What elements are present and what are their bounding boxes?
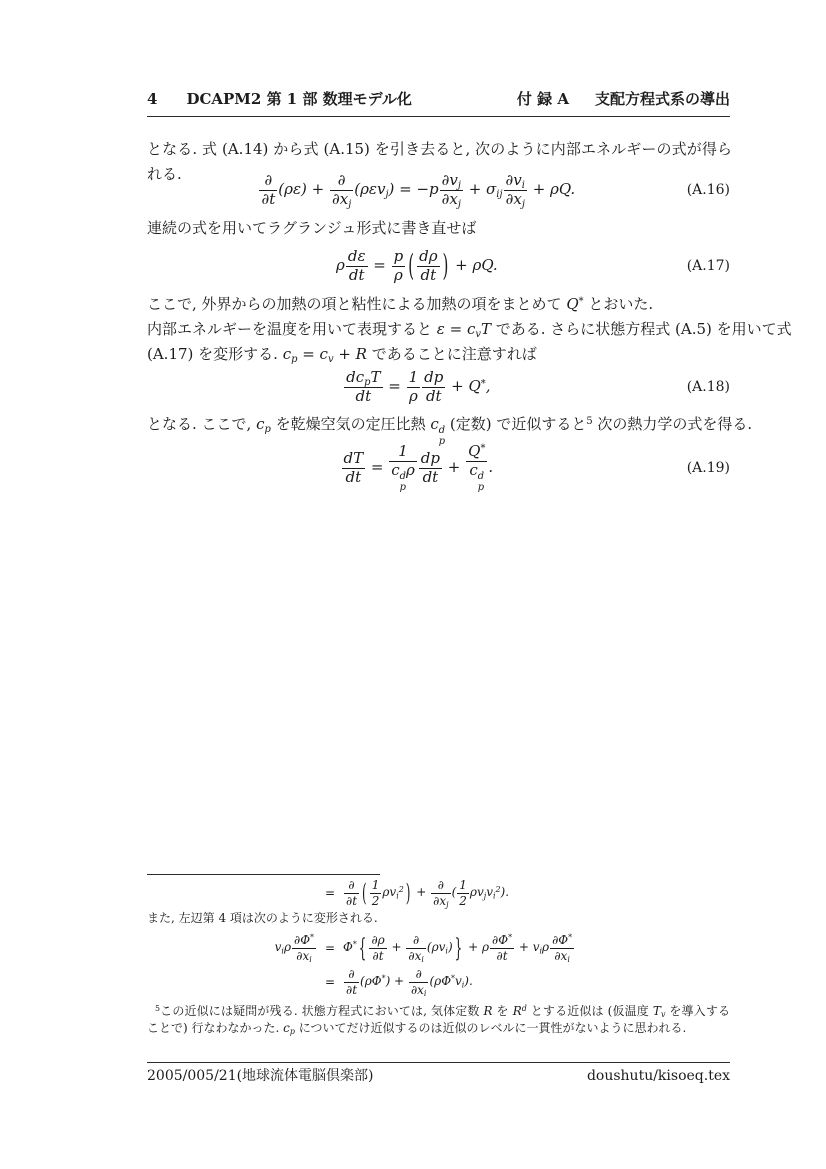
footnote-eq1-relation: = [324, 941, 336, 955]
footnote-text-also: また, 左辺第 4 項は次のように変形される. [147, 911, 378, 925]
header-right [517, 90, 730, 108]
footnote-rule [147, 874, 380, 875]
footnote-cont-rhs: $\frac{\partial}{\partial t}$ ( $\frac{1}{2}$ $\rho v_i^2$ ) + $\frac{\partial}{\partial x_j}$ ( $\frac{1}{2}$ $\rho v_jv_i^2$). [346, 878, 510, 909]
header-right-label: 付 録 A [516, 90, 569, 108]
footer-filename: doushutu/kisoeq.tex [586, 1068, 730, 1084]
page-header [147, 90, 730, 108]
header-rule [147, 116, 730, 117]
footer-rule [147, 1062, 730, 1063]
equation-row-a19 [147, 444, 730, 492]
footnote-continuation-equation [147, 876, 730, 910]
footnote-eq2-relation: = [324, 975, 336, 989]
page-number: 4 [147, 90, 158, 108]
footnote-eq2-rhs: $\frac{\partial}{\partial t}$ (ρΦ*) + $\frac{\partial}{\partial x_i}$ $(\rho\Phi^*v_i)$. [346, 967, 473, 998]
footnote-eq1-rhs: Φ* { $\frac{\partial\rho}{\partial t}$ + $\frac{\partial}{\partial x_i}$ $(\rho v_i)$ } + ρ $\frac{\partial\Phi^*}{\partial t}$ + $v_i\rho$ $\frac{\partial\Phi^*}{\partial x_i}$ [343, 933, 573, 964]
equation-a17: ρ $\frac{d\varepsilon}{dt}$ = $\frac{p}{\rho}$ ( $\frac{d\rho}{dt}$ ) + ρQ. [336, 246, 498, 284]
paragraph-3b-line1: 内部エネルギーを温度を用いて表現すると $\varepsilon = c_vT$ である. さらに状態方程式 (A.5) を用いて式 [147, 320, 792, 340]
header-left-title: DCAPM2 第 1 部 数理モデル化 [186, 90, 412, 108]
footer-date: 2005/005/21(地球流体電脳倶楽部) [147, 1068, 374, 1084]
footnote-eq1-lhs: $v_i\rho$ $\frac{\partial\Phi^*}{\partial x_i}$ [274, 933, 314, 964]
equation-number-a17: (A.17) [686, 258, 730, 274]
footnote-cont-relation: = [324, 886, 336, 900]
paragraph-3b-line2: (A.17) を変形する. $c_p = c_v + R$ であることに注意すれば [147, 345, 537, 365]
footnote-equation-row-2 [147, 965, 730, 999]
equation-a16: $\frac{\partial}{\partial t}$ (ρε) + $\frac{\partial}{\partial x_j}$ (ρεv$_j$) = −p $\frac{\partial v_j}{\partial x_j}$ + $\sigma_{ij}$ $\frac{\partial v_i}{\partial x_j}$ + ρQ. [261, 170, 576, 210]
header-right-title: 支配方程式系の導出 [594, 90, 730, 108]
footnote-equation-row-1 [147, 931, 730, 965]
paragraph-4: となる. ここで, $c_p$ を乾燥空気の定圧比熱 c d p (定数) で近似すると$^5$ 次の熱力学の式を得る. [147, 415, 753, 447]
page-footer [147, 1066, 730, 1086]
equation-row-a18 [147, 363, 730, 411]
paragraph-2: 連続の式を用いてラグランジュ形式に書き直せば [147, 219, 477, 237]
equation-a19: $\frac{dT}{dt}$ = 1 c d p ρ $\frac{dp}{dt}$ + Q* c d p . [343, 442, 494, 493]
equation-a18: $\frac{dc_pT}{dt}$ = $\frac{1}{\rho}$ $\frac{dp}{dt}$ + Q*, [346, 367, 491, 405]
equation-number-a16: (A.16) [686, 182, 730, 198]
paragraph-1: となる. 式 (A.14) から式 (A.15) を引き去ると, 次のように内部エネルギーの式が得られる. [147, 140, 732, 183]
paragraph-3a: ここで, 外界からの加熱の項と粘性による加熱の項をまとめて Q* とおいた. [147, 295, 654, 313]
equation-number-a18: (A.18) [686, 379, 730, 395]
footnote-5-text: $^5$この近似には疑問が残る. 状態方程式においては, 気体定数 R を $R^d$ とする近似は (仮温度 $T_v$ を導入することで) 行なわなかった. $c_p$ についてだけ近似するのは近似のレベルに一貫性がないように思われる. [147, 1004, 730, 1037]
equation-number-a19: (A.19) [686, 460, 730, 476]
equation-row-a17 [147, 242, 730, 290]
equation-row-a16 [147, 166, 730, 214]
